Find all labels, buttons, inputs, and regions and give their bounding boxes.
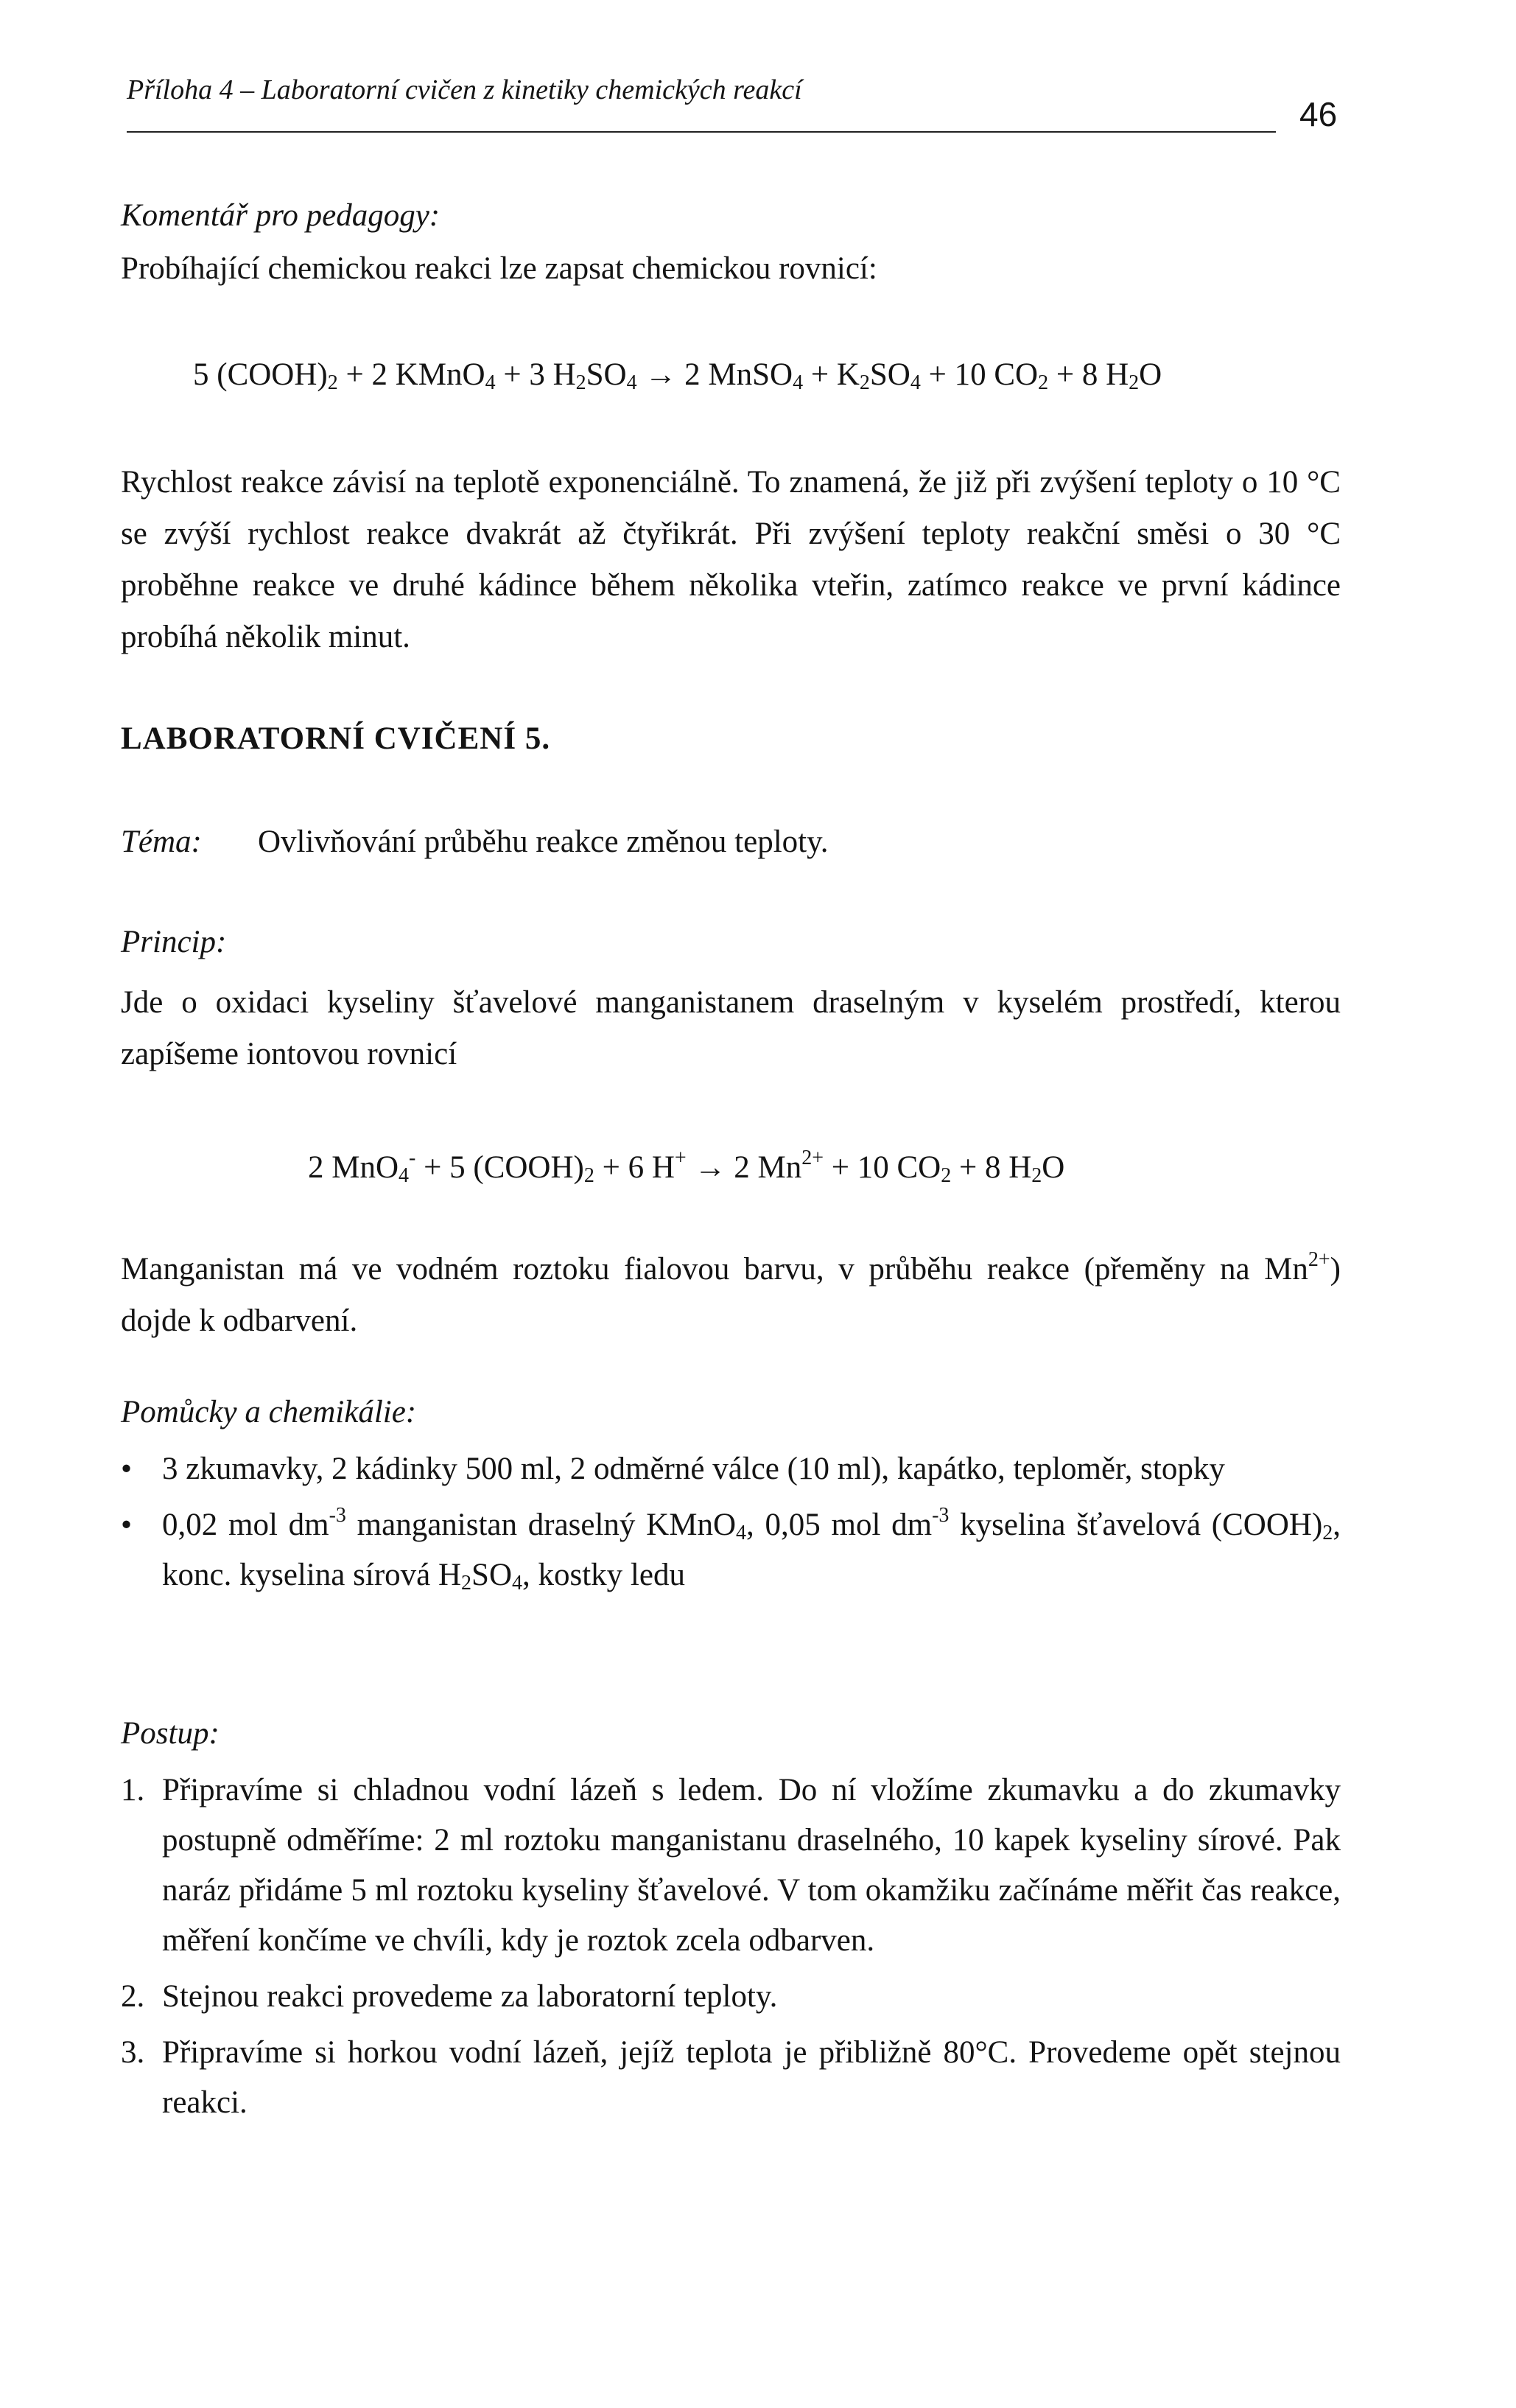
list-item: • 3 zkumavky, 2 kádinky 500 ml, 2 odměrné válce (10 ml), kapátko, teploměr, stopky [121,1444,1341,1494]
step-number: 1. [121,1773,145,1807]
step-text: Připravíme si horkou vodní lázeň, jejíž teplota je přibližně 80°C. Provedeme opět stejnou reakci. [162,2035,1341,2120]
bullet-icon: • [121,1452,133,1486]
list-item [121,2028,1341,2128]
page-number: 46 [1299,95,1338,133]
ionic-equation: 2 MnO$_4$- + 5 $(COOH)_2 + 6$ H+ → 2 $Mn^{2+} + 10$ $CO_2 + 8$ $H_2O$ [308,1147,1065,1187]
princip-after: Manganistan má ve vodném roztoku fialovou barvu, v průběhu reakce (přeměny na $Mn^{2+}$) dojde k odbarvení. [121,1248,1341,1338]
tema-row [121,824,829,860]
commentary-intro: Probíhající chemickou reakci lze zapsat chemickou rovnicí: [121,251,877,286]
list-item [121,1765,1341,1966]
step-text: Stejnou reakci provedeme za laboratorní teploty. [162,1979,778,2014]
reaction-equation: 5 $(COOH)_2 + 2$ KMnO$_4$ + 3 $H_2SO_4 \to 2$ MnSO$_4$ + $K_2SO_4 + 10$ $CO_2 + 8$ $H_2O$ [193,357,1162,394]
bullet-icon: • [121,1508,133,1542]
step-number: 3. [121,2035,145,2070]
commentary-paragraph: Rychlost reakce závisí na teplotě exponenciálně. To znamená, že již při zvýšení teploty o 10 °C se zvýší rychlost reakce dvakrát až čtyřikrát. Při zvýšení teploty reakční směsi o 30 °C proběhne reakce ve druhé kádince během několika vteřin, zatímco reakce ve první kádince probíhá několik minut. [121,465,1341,654]
pomucky-label: Pomůcky a chemikálie: [121,1395,417,1429]
running-header [127,74,1276,106]
list-item [121,1972,1341,2022]
header-title: Příloha 4 – Laboratorní cvičen z kinetiky chemických reakcí [127,74,802,105]
tema-value: Ovlivňování průběhu reakce změnou teploty. [258,825,829,859]
princip-text: Jde o oxidaci kyseliny šťavelové manganistanem draselným v kyselém prostředí, kterou zapíšeme iontovou rovnicí [121,985,1341,1071]
princip-label: Princip: [121,925,227,959]
list-item: • 0,02 mol $dm^{-3}$ manganistan draselný KMnO$_4$, 0,05 mol $dm^{-3}$ kyselina šťavelová $(COOH)_2$, konc. kyselina sírová $H_2SO_4$, kostky ledu [121,1500,1341,1600]
header-rule [127,131,1276,133]
pomucky-list [121,1444,1341,1606]
tema-label: Téma: [121,825,202,859]
section-heading: LABORATORNÍ CVIČENÍ 5. [121,721,551,756]
commentary-label: Komentář pro pedagogy: [121,198,441,233]
postup-list [121,1765,1341,2134]
step-number: 2. [121,1979,145,2014]
step-text: Připravíme si chladnou vodní lázeň s ledem. Do ní vložíme zkumavku a do zkumavky postupně odměříme: 2 ml roztoku manganistanu draselného, 10 kapek kyseliny sírové. Pak naráz přidáme 5 ml roztoku kyseliny šťavelové. V tom okamžiku začínáme měřit čas reakce, měření končíme ve chvíli, kdy je roztok zcela odbarven. [162,1773,1341,1958]
postup-label: Postup: [121,1716,220,1751]
